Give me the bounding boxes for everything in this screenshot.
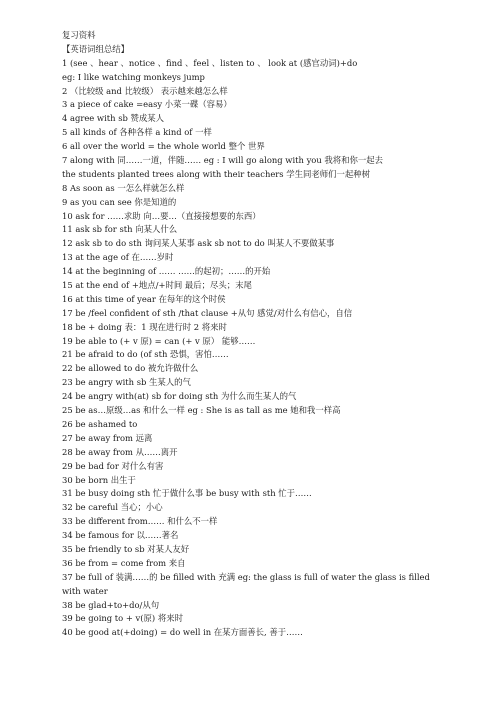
phrase-line: 13 at the age of 在……岁时	[62, 252, 174, 263]
phrase-line: 33 be different from…… 和什么不一样	[62, 516, 218, 527]
phrase-line: 21 be afraid to do (of sth 恐惧，害怕……	[62, 349, 229, 360]
phrase-line: 12 ask sb to do sth 询问某人某事 ask sb not to do 叫某人不要做某事	[62, 238, 335, 249]
phrase-line: 2 （比较级 and 比较级） 表示越来越怎么样	[62, 85, 228, 96]
phrase-line: 22 be allowed to do 被允许做什么	[62, 363, 199, 374]
phrase-line: 23 be angry with sb 生某人的气	[62, 377, 191, 388]
phrase-line: 4 agree with sb 赞成某人	[62, 113, 165, 124]
phrase-line: the students planted trees along with their teachers 学生同老师们一起种树	[62, 168, 371, 179]
phrase-line: 17 be /feel confident of sth /that clause +从句 感觉/对什么有信心，自信	[62, 307, 353, 318]
phrase-line: 14 at the beginning of …… ……的起初；……的开始	[62, 266, 271, 277]
phrase-line: 3 a piece of cake =easy 小菜一碟（容易）	[62, 99, 232, 110]
phrase-line: 36 be from = come from 来自	[62, 557, 186, 568]
phrase-line: 32 be careful 当心；小心	[62, 502, 163, 513]
phrase-line: 10 ask for ……求助 向…要…（直接接想要的东西）	[62, 210, 261, 221]
document-title: 复习资料	[62, 30, 96, 40]
phrase-line: 34 be famous for 以……著名	[62, 530, 179, 541]
phrase-line: 27 be away from 远离	[62, 432, 153, 443]
phrase-line: 5 all kinds of 各种各样 a kind of 一样	[62, 127, 212, 138]
phrase-line: 30 be born 出生于	[62, 474, 136, 485]
phrase-list	[62, 57, 482, 640]
phrase-line: 7 along with 同……一道，伴随…… eg : I will go along with you 我将和你一起去	[62, 155, 384, 166]
phrase-line: 29 be bad for 对什么有害	[62, 460, 164, 471]
phrase-line: 15 at the end of +地点/+时间 最后；尽头；末尾	[62, 280, 252, 291]
document-content	[62, 29, 482, 640]
section-heading: 【英语词组总结】	[62, 43, 129, 54]
phrase-line: 25 be as…原级…as 和什么一样 eg : She is as tall as me 她和我一样高	[62, 405, 341, 416]
phrase-line: 18 be + doing 表：1 现在进行时 2 将来时	[62, 321, 227, 332]
phrase-line: 19 be able to (+ v 原) = can (+ v 原） 能够……	[62, 335, 256, 346]
phrase-line: 24 be angry with(at) sb for doing sth 为什么而生某人的气	[62, 391, 297, 402]
phrase-line: 38 be glad+to+do/从句	[62, 599, 160, 610]
phrase-line: with water	[62, 585, 108, 596]
phrase-line: 37 be full of 装满……的 be filled with 充满 eg: the glass is full of water the glass is filled	[62, 571, 430, 582]
phrase-line: 6 all over the world = the whole world 整个 世界	[62, 141, 265, 152]
phrase-line: 40 be good at(+doing) = do well in 在某方面善长, 善于……	[62, 627, 303, 638]
phrase-line: 1 (see 、hear 、notice 、find 、feel 、listen to 、 look at (感官动词)+do	[62, 57, 358, 68]
phrase-line: 31 be busy doing sth 忙于做什么事 be busy with sth 忙于……	[62, 488, 312, 499]
phrase-line: 9 as you can see 你是知道的	[62, 196, 177, 207]
phrase-line: 35 be friendly to sb 对某人友好	[62, 543, 190, 554]
phrase-line: 39 be going to + v(原) 将来时	[62, 613, 183, 624]
phrase-line: 8 As soon as 一怎么样就怎么样	[62, 182, 185, 193]
phrase-line: 28 be away from 从……离开	[62, 446, 178, 457]
phrase-line: 11 ask sb for sth 向某人什么	[62, 224, 178, 235]
phrase-line: 16 at this time of year 在每年的这个时侯	[62, 293, 226, 304]
phrase-line: eg: I like watching monkeys jump	[62, 71, 205, 82]
phrase-line: 26 be ashamed to	[62, 418, 138, 429]
